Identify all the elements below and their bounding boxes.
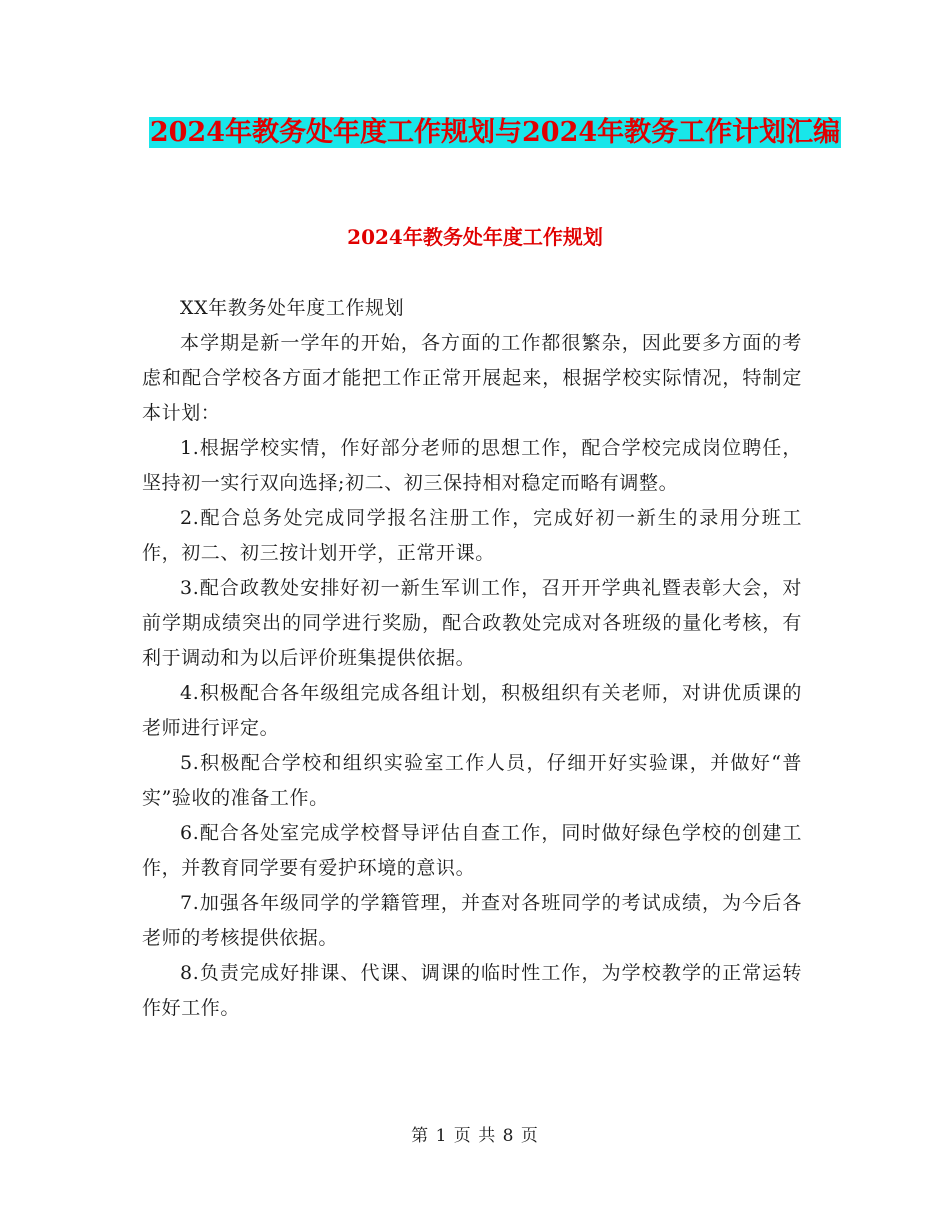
document-title-text: 2024年教务处年度工作规划与2024年教务工作计划汇编 bbox=[149, 117, 841, 148]
document-body bbox=[142, 291, 802, 1026]
paragraph: 1.根据学校实情，作好部分老师的思想工作，配合学校完成岗位聘任，坚持初一实行双向选择;初二、初三保持相对稳定而略有调整。 bbox=[142, 437, 802, 494]
paragraph: 4.积极配合各年级组完成各组计划，积极组织有关老师，对讲优质课的老师进行评定。 bbox=[142, 682, 802, 739]
paragraph: 2.配合总务处完成同学报名注册工作，完成好初一新生的录用分班工作，初二、初三按计划开学，正常开课。 bbox=[142, 507, 802, 564]
page-footer: 第 1 页 共 8 页 bbox=[411, 1126, 539, 1146]
paragraph: 8.负责完成好排课、代课、调课的临时性工作，为学校教学的正常运转作好工作。 bbox=[142, 962, 802, 1019]
paragraph: 5.积极配合学校和组织实验室工作人员，仔细开好实验课，并做好“普实”验收的准备工作。 bbox=[142, 752, 802, 809]
paragraph: 3.配合政教处安排好初一新生军训工作，召开开学典礼暨表彰大会，对前学期成绩突出的同学进行奖励，配合政教处完成对各班级的量化考核，有利于调动和为以后评价班集提供依据。 bbox=[142, 577, 802, 669]
paragraph: 本学期是新一学年的开始，各方面的工作都很繁杂，因此要多方面的考虑和配合学校各方面才能把工作正常开展起来，根据学校实际情况，特制定本计划： bbox=[142, 332, 802, 424]
section-title: 2024年教务处年度工作规划 bbox=[347, 225, 603, 249]
paragraph: 6.配合各处室完成学校督导评估自查工作，同时做好绿色学校的创建工作，并教育同学要有爱护环境的意识。 bbox=[142, 822, 802, 879]
paragraph: XX年教务处年度工作规划 bbox=[180, 297, 405, 319]
paragraph: 7.加强各年级同学的学籍管理，并查对各班同学的考试成绩，为今后各老师的考核提供依据。 bbox=[142, 892, 802, 949]
document-title bbox=[140, 110, 850, 156]
